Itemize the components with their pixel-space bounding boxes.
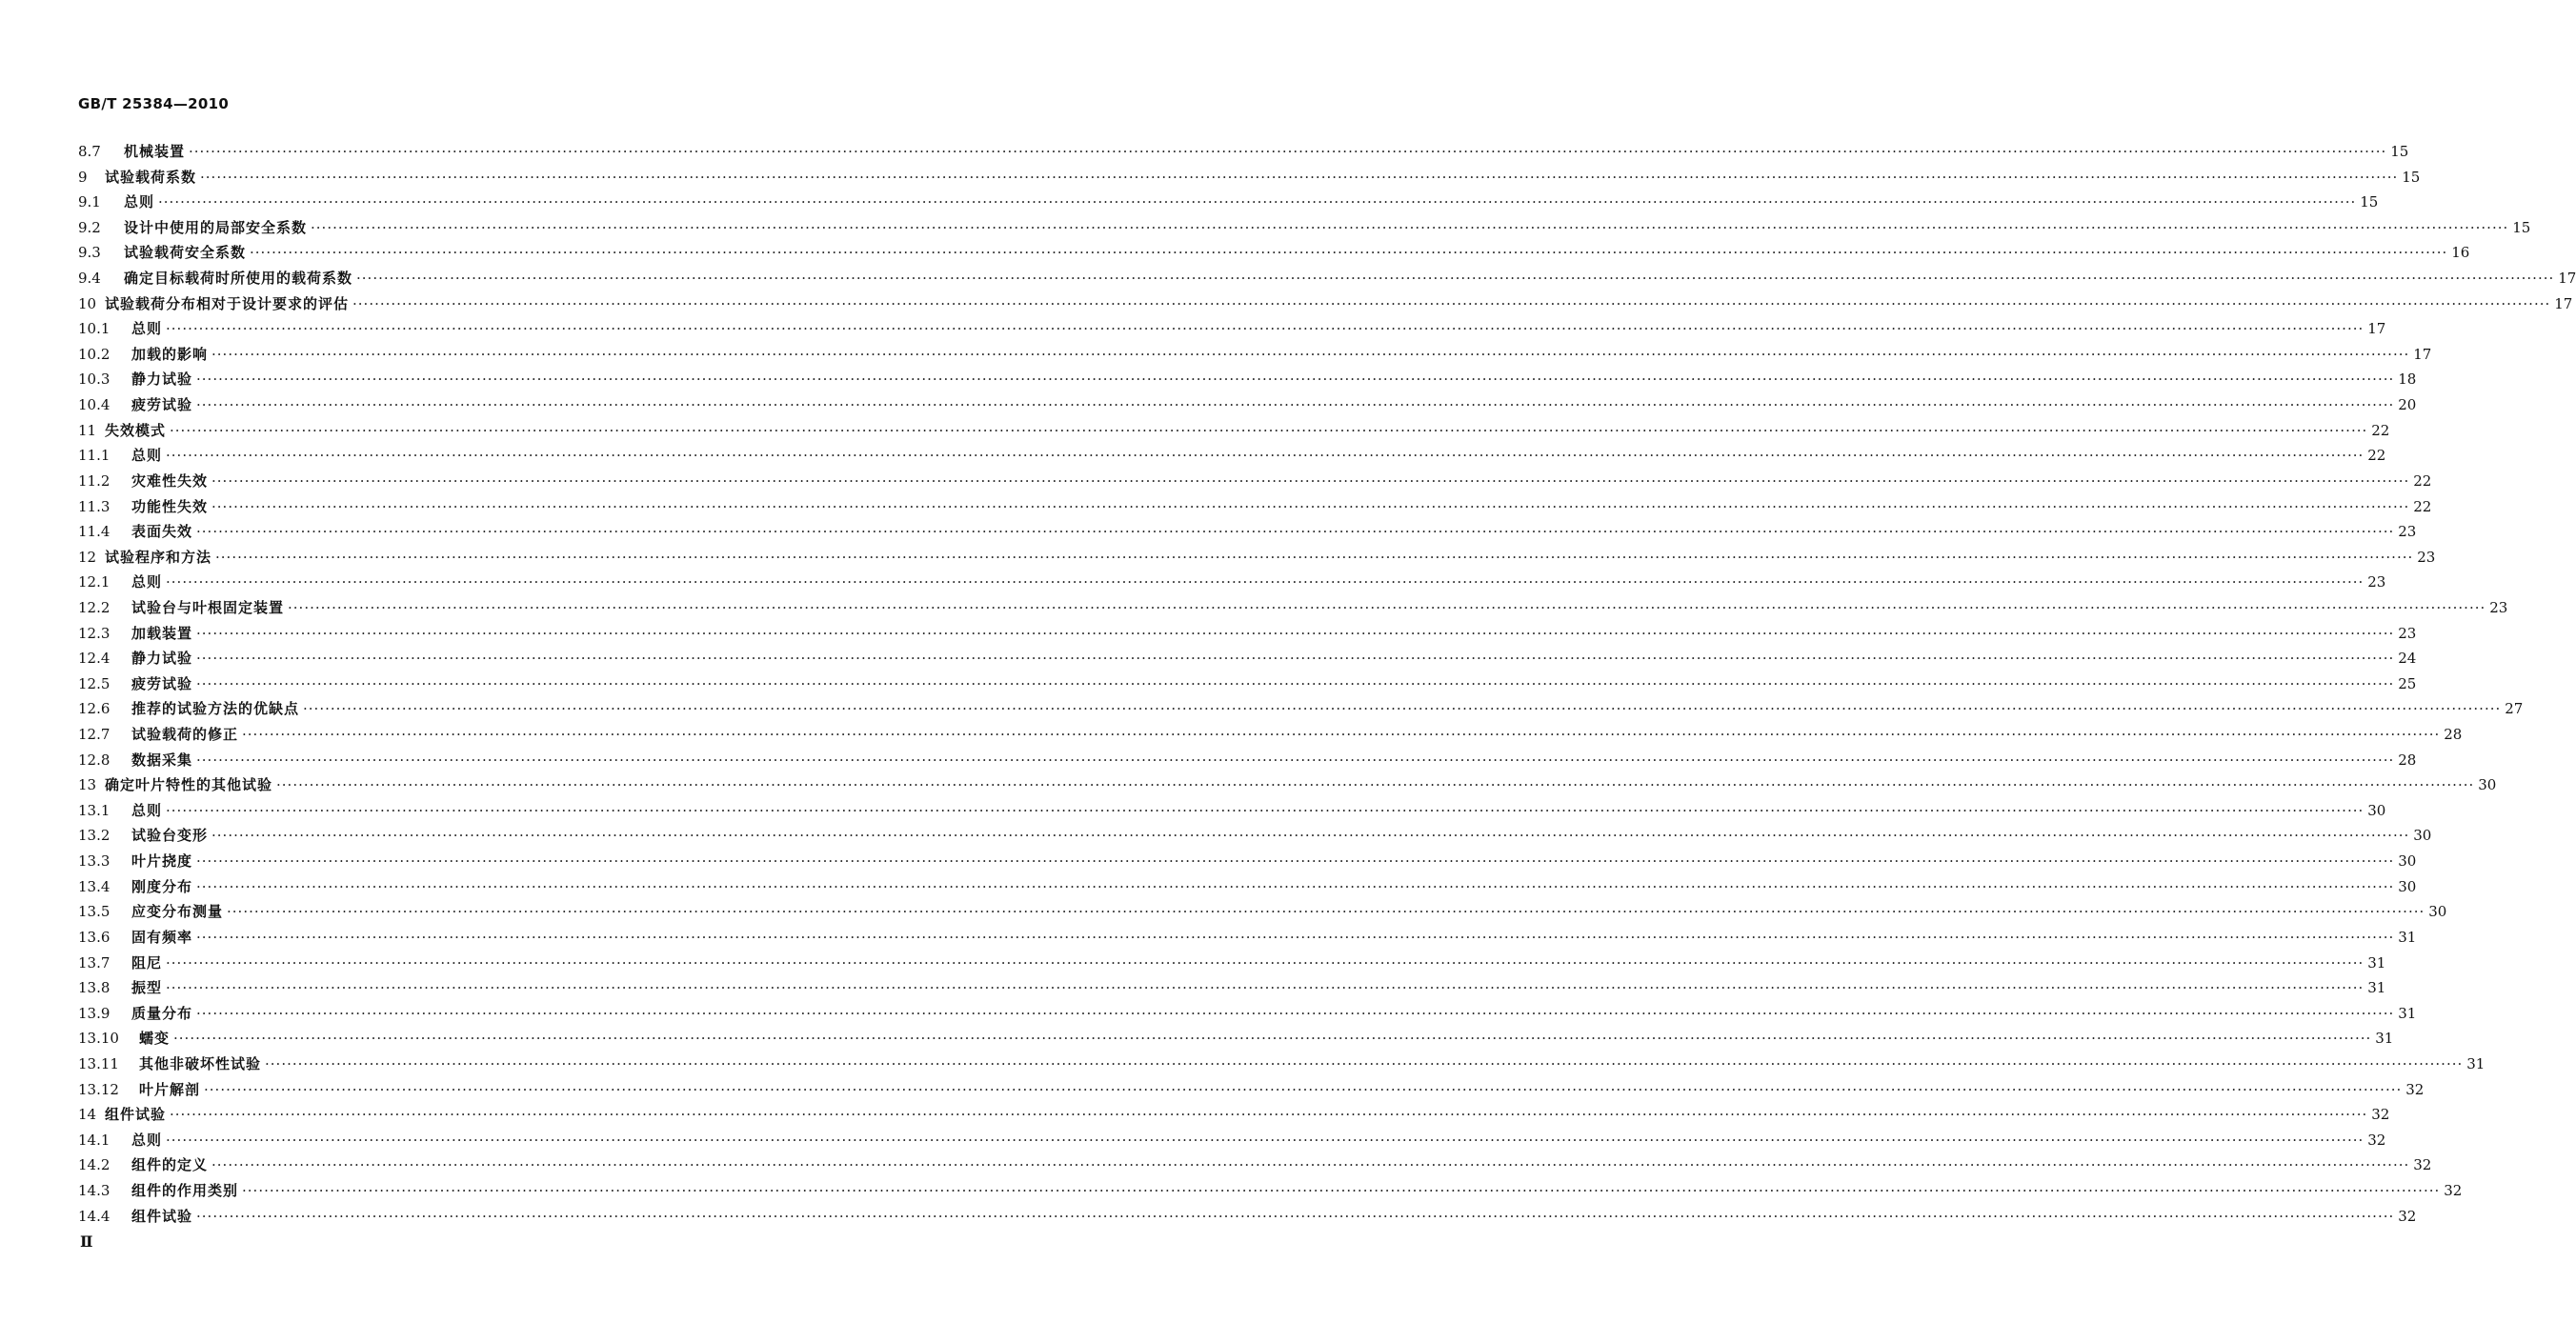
- toc-entry-page: 28: [2444, 726, 2463, 744]
- toc-entry-number: 9.3: [78, 244, 101, 262]
- toc-entry: [78, 849, 2417, 874]
- toc-entry-page: 23: [2417, 548, 2436, 566]
- dot-leader: ················································································································································································································································································································································································································: [311, 218, 2509, 236]
- toc-entry-title: 总则: [131, 1131, 163, 1149]
- toc-entry-title: 静力试验: [131, 371, 193, 389]
- dot-leader: ················································································································································································································································································································································································································: [356, 270, 2555, 288]
- toc-entry-number: 13.12: [78, 1080, 119, 1098]
- dot-leader: ················································································································································································································································································································································································································: [242, 1181, 2441, 1199]
- dot-leader: ················································································································································································································································································································································································································: [166, 801, 2365, 819]
- toc-entry: [78, 874, 2417, 900]
- dot-leader: ················································································································································································································································································································································································································: [215, 548, 2414, 566]
- toc-entry-page: 15: [2402, 168, 2421, 186]
- toc-entry: [78, 240, 2470, 266]
- toc-entry: [78, 1128, 2386, 1153]
- toc-entry-page: 31: [2375, 1030, 2394, 1048]
- dot-leader: ················································································································································································································································································································································································································: [158, 193, 2357, 211]
- toc-entry: [78, 823, 2432, 849]
- toc-entry-page: 15: [2390, 143, 2409, 160]
- toc-entry-number: 10.3: [78, 371, 111, 389]
- toc-entry-number: 13.3: [78, 852, 111, 871]
- toc-entry-page: 22: [2413, 471, 2432, 490]
- toc-entry-number: 12.2: [78, 598, 111, 616]
- dot-leader: ················································································································································································································································································································································································································: [211, 827, 2410, 845]
- toc-entry-title: 阻尼: [131, 953, 163, 971]
- toc-entry-page: 32: [2413, 1156, 2432, 1174]
- toc-entry-title: 数据采集: [131, 751, 193, 769]
- toc-entry: [78, 798, 2386, 824]
- toc-entry-number: 12.5: [78, 674, 111, 692]
- dot-leader: ················································································································································································································································································································································································································: [211, 471, 2410, 490]
- toc-entry-title: 推荐的试验方法的优缺点: [131, 700, 300, 718]
- toc-entry-number: 11.2: [78, 471, 111, 490]
- toc-entry-page: 31: [2398, 1004, 2417, 1022]
- toc-entry: [78, 367, 2417, 392]
- toc-entry-title: 振型: [131, 979, 163, 997]
- dot-leader: ················································································································································································································································································································································································································: [196, 396, 2395, 414]
- toc-entry-number: 12.7: [78, 726, 111, 744]
- toc-entry-number: 10.4: [78, 396, 111, 414]
- toc-entry-page: 30: [2398, 852, 2417, 871]
- toc-entry-title: 加载的影响: [131, 345, 209, 363]
- toc-entry-number: 12.1: [78, 573, 111, 591]
- toc-entry-page: 23: [2398, 523, 2417, 541]
- toc-entry-title: 试验载荷系数: [105, 168, 197, 186]
- toc-entry-page: 15: [2512, 218, 2531, 236]
- toc-entry-page: 27: [2505, 700, 2524, 718]
- toc-entry-page: 30: [2428, 903, 2447, 921]
- toc-entry-page: 25: [2398, 674, 2417, 692]
- toc-entry-number: 9.4: [78, 270, 101, 288]
- toc-entry-title: 失效模式: [105, 421, 167, 439]
- toc-entry: [78, 595, 2508, 621]
- toc-entry-number: 13.10: [78, 1030, 119, 1048]
- toc-entry: [78, 266, 2576, 291]
- toc-entry: [78, 646, 2417, 671]
- toc-entry: [78, 392, 2417, 418]
- toc-entry-title: 设计中使用的局部安全系数: [124, 218, 308, 236]
- standard-code: GB/T 25384—2010: [78, 95, 230, 112]
- toc-entry-title: 试验程序和方法: [105, 548, 212, 566]
- toc-entry-page: 18: [2398, 371, 2417, 389]
- toc-entry: [78, 291, 2573, 317]
- toc-entry-title: 固有频率: [131, 928, 193, 946]
- toc-entry-title: 疲劳试验: [131, 674, 193, 692]
- toc-entry: [78, 316, 2386, 342]
- toc-entry-page: 23: [2398, 624, 2417, 642]
- toc-entry: [78, 696, 2524, 722]
- toc-entry-page: 24: [2398, 650, 2417, 668]
- toc-entry-title: 叶片解剖: [139, 1080, 201, 1098]
- dot-leader: ················································································································································································································································································································································································································: [288, 598, 2486, 616]
- toc-entry-number: 12.3: [78, 624, 111, 642]
- dot-leader: ················································································································································································································································································································································································································: [303, 700, 2502, 718]
- toc-entry-number: 9.1: [78, 193, 101, 211]
- toc-entry-title: 试验载荷分布相对于设计要求的评估: [105, 294, 350, 312]
- toc-entry: [78, 1001, 2417, 1027]
- toc-entry: [78, 621, 2417, 647]
- toc-entry-number: 14: [78, 1106, 97, 1124]
- toc-entry-page: 31: [2398, 928, 2417, 946]
- dot-leader: ················································································································································································································································································································································································································: [196, 371, 2395, 389]
- toc-entry-page: 31: [2367, 953, 2386, 971]
- toc-entry: [78, 418, 2390, 444]
- toc-entry-title: 表面失效: [131, 523, 193, 541]
- toc-entry-number: 9.2: [78, 218, 101, 236]
- toc-entry: [78, 1102, 2390, 1128]
- toc-entry-number: 11.1: [78, 447, 111, 465]
- toc-entry-page: 31: [2466, 1054, 2485, 1072]
- toc-entry: [78, 1077, 2425, 1103]
- dot-leader: ················································································································································································································································································································································································································: [196, 674, 2395, 692]
- toc-entry: [78, 1052, 2485, 1077]
- dot-leader: ················································································································································································································································································································································································································: [250, 244, 2448, 262]
- toc-entry-title: 质量分布: [131, 1004, 193, 1022]
- toc-entry-number: 9: [78, 168, 88, 186]
- toc-entry-title: 总则: [131, 447, 163, 465]
- toc-entry: [78, 1178, 2463, 1204]
- toc-entry-page: 17: [2558, 270, 2576, 288]
- toc-entry-title: 蠕变: [139, 1030, 171, 1048]
- toc-entry: [78, 951, 2386, 976]
- toc-entry: [78, 342, 2432, 368]
- dot-leader: ················································································································································································································································································································································································································: [189, 143, 2387, 160]
- toc-entry-number: 13.8: [78, 979, 111, 997]
- toc-entry-number: 14.4: [78, 1207, 111, 1225]
- toc-entry: [78, 165, 2421, 190]
- toc-entry-number: 11: [78, 421, 97, 439]
- toc-entry-page: 30: [2478, 776, 2497, 794]
- toc-entry-title: 组件试验: [105, 1106, 167, 1124]
- toc-entry-number: 12: [78, 548, 97, 566]
- toc-entry-title: 确定目标载荷时所使用的载荷系数: [124, 270, 353, 288]
- toc-entry-title: 加载装置: [131, 624, 193, 642]
- toc-entry-page: 30: [2367, 801, 2386, 819]
- toc-entry: [78, 671, 2417, 697]
- page-folio: Ⅱ: [80, 1232, 93, 1251]
- toc-entry-number: 14.2: [78, 1156, 111, 1174]
- dot-leader: ················································································································································································································································································································································································································: [352, 294, 2551, 312]
- toc-entry-title: 机械装置: [124, 143, 186, 160]
- dot-leader: ················································································································································································································································································································································································································: [211, 1156, 2410, 1174]
- toc-entry-number: 14.3: [78, 1181, 111, 1199]
- table-of-contents: [78, 139, 2576, 1229]
- toc-entry-page: 23: [2489, 598, 2508, 616]
- toc-entry-title: 灾难性失效: [131, 471, 209, 490]
- toc-entry-page: 16: [2451, 244, 2470, 262]
- toc-entry-title: 功能性失效: [131, 497, 209, 515]
- toc-entry-number: 13.4: [78, 877, 111, 895]
- toc-entry: [78, 469, 2432, 494]
- toc-entry-page: 20: [2398, 396, 2417, 414]
- toc-entry-number: 13.1: [78, 801, 111, 819]
- toc-entry-number: 13.7: [78, 953, 111, 971]
- dot-leader: ················································································································································································································································································································································································································: [166, 447, 2365, 465]
- toc-entry: [78, 899, 2447, 925]
- toc-entry-title: 应变分布测量: [131, 903, 224, 921]
- toc-entry-page: 17: [2554, 294, 2573, 312]
- toc-entry-title: 静力试验: [131, 650, 193, 668]
- toc-entry-number: 8.7: [78, 143, 101, 160]
- dot-leader: ················································································································································································································································································································································································································: [196, 1207, 2395, 1225]
- toc-entry-number: 10.2: [78, 345, 111, 363]
- toc-entry: [78, 519, 2417, 545]
- dot-leader: ················································································································································································································································································································································································································: [196, 877, 2395, 895]
- toc-entry-number: 13: [78, 776, 97, 794]
- toc-entry-page: 32: [2367, 1131, 2386, 1149]
- toc-entry-number: 12.6: [78, 700, 111, 718]
- toc-entry-number: 13.6: [78, 928, 111, 946]
- toc-entry: [78, 1026, 2394, 1052]
- dot-leader: ················································································································································································································································································································································································································: [166, 1131, 2365, 1149]
- toc-entry: [78, 570, 2386, 595]
- dot-leader: ················································································································································································································································································································································································································: [204, 1080, 2403, 1098]
- toc-entry-title: 组件的作用类别: [131, 1181, 239, 1199]
- toc-entry-title: 总则: [124, 193, 155, 211]
- toc-entry: [78, 748, 2417, 773]
- dot-leader: ················································································································································································································································································································································································································: [196, 523, 2395, 541]
- dot-leader: ················································································································································································································································································································································································································: [227, 903, 2425, 921]
- toc-entry-title: 叶片挠度: [131, 852, 193, 871]
- toc-entry-page: 22: [2371, 421, 2390, 439]
- dot-leader: ················································································································································································································································································································································································································: [166, 320, 2365, 338]
- dot-leader: ················································································································································································································································································································································································································: [196, 1004, 2395, 1022]
- dot-leader: ················································································································································································································································································································································································································: [265, 1054, 2464, 1072]
- toc-entry-page: 28: [2398, 751, 2417, 769]
- toc-entry-page: 17: [2367, 320, 2386, 338]
- toc-entry-title: 试验载荷安全系数: [124, 244, 247, 262]
- dot-leader: ················································································································································································································································································································································································································: [166, 953, 2365, 971]
- dot-leader: ················································································································································································································································································································································································································: [166, 979, 2365, 997]
- dot-leader: ················································································································································································································································································································································································································: [196, 624, 2395, 642]
- toc-entry-title: 总则: [131, 573, 163, 591]
- dot-leader: ················································································································································································································································································································································································································: [276, 776, 2475, 794]
- toc-entry-title: 疲劳试验: [131, 396, 193, 414]
- toc-entry: [78, 215, 2531, 241]
- toc-entry-number: 10.1: [78, 320, 111, 338]
- toc-entry-title: 组件的定义: [131, 1156, 209, 1174]
- toc-entry: [78, 1152, 2432, 1178]
- dot-leader: ················································································································································································································································································································································································································: [170, 421, 2368, 439]
- toc-entry: [78, 772, 2497, 798]
- toc-entry-title: 试验台与叶根固定装置: [131, 598, 285, 616]
- toc-entry-number: 13.5: [78, 903, 111, 921]
- dot-leader: ················································································································································································································································································································································································································: [211, 345, 2410, 363]
- toc-entry: [78, 545, 2436, 571]
- toc-entry-page: 17: [2413, 345, 2432, 363]
- dot-leader: ················································································································································································································································································································································································································: [173, 1030, 2372, 1048]
- toc-entry-number: 13.2: [78, 827, 111, 845]
- toc-entry-page: 30: [2413, 827, 2432, 845]
- toc-entry-number: 11.4: [78, 523, 111, 541]
- dot-leader: ················································································································································································································································································································································································································: [196, 751, 2395, 769]
- toc-entry-number: 13.9: [78, 1004, 111, 1022]
- dot-leader: ················································································································································································································································································································································································································: [170, 1106, 2368, 1124]
- toc-entry-page: 32: [2371, 1106, 2390, 1124]
- dot-leader: ················································································································································································································································································································································································································: [196, 928, 2395, 946]
- toc-entry-page: 15: [2360, 193, 2379, 211]
- toc-entry: [78, 1204, 2417, 1230]
- toc-entry-title: 总则: [131, 320, 163, 338]
- toc-entry-title: 试验载荷的修正: [131, 726, 239, 744]
- toc-entry: [78, 925, 2417, 951]
- toc-entry-number: 12.4: [78, 650, 111, 668]
- dot-leader: ················································································································································································································································································································································································································: [196, 852, 2395, 871]
- toc-entry-number: 12.8: [78, 751, 111, 769]
- toc-entry-page: 30: [2398, 877, 2417, 895]
- toc-entry-page: 22: [2367, 447, 2386, 465]
- toc-entry: [78, 722, 2463, 748]
- dot-leader: ················································································································································································································································································································································································································: [196, 650, 2395, 668]
- toc-entry-page: 31: [2367, 979, 2386, 997]
- toc-entry-number: 11.3: [78, 497, 111, 515]
- dot-leader: ················································································································································································································································································································································································································: [200, 168, 2399, 186]
- toc-entry-page: 32: [2444, 1181, 2463, 1199]
- toc-entry-page: 23: [2367, 573, 2386, 591]
- toc-entry-title: 试验台变形: [131, 827, 209, 845]
- toc-entry-number: 14.1: [78, 1131, 111, 1149]
- toc-entry: [78, 139, 2409, 165]
- toc-entry-title: 组件试验: [131, 1207, 193, 1225]
- toc-entry-title: 总则: [131, 801, 163, 819]
- toc-entry-page: 32: [2405, 1080, 2425, 1098]
- toc-entry-page: 22: [2413, 497, 2432, 515]
- toc-entry-number: 10: [78, 294, 97, 312]
- toc-entry: [78, 190, 2379, 215]
- toc-entry-page: 32: [2398, 1207, 2417, 1225]
- dot-leader: ················································································································································································································································································································································································································: [242, 726, 2441, 744]
- toc-entry: [78, 975, 2386, 1001]
- toc-entry: [78, 494, 2432, 520]
- dot-leader: ················································································································································································································································································································································································································: [211, 497, 2410, 515]
- toc-entry-title: 其他非破坏性试验: [139, 1054, 262, 1072]
- dot-leader: ················································································································································································································································································································································································································: [166, 573, 2365, 591]
- toc-entry-number: 13.11: [78, 1054, 119, 1072]
- toc-entry-title: 确定叶片特性的其他试验: [105, 776, 273, 794]
- toc-entry: [78, 443, 2386, 469]
- toc-entry-title: 刚度分布: [131, 877, 193, 895]
